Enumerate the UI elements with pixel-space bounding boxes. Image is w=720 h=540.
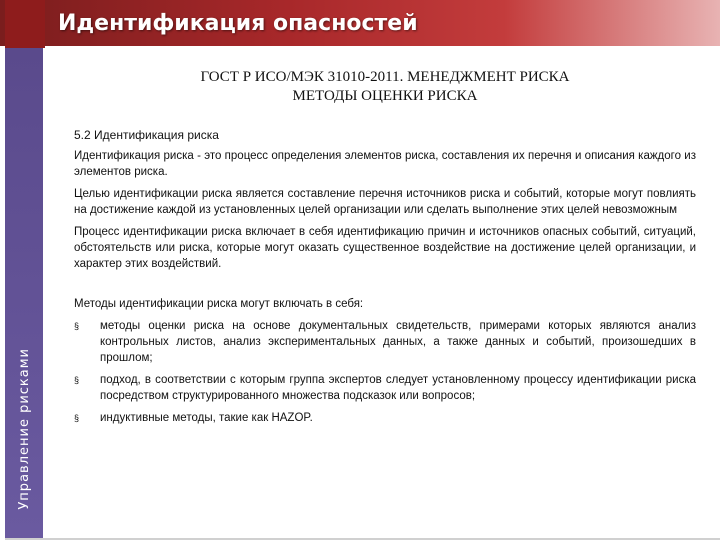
page-title: Идентификация опасностей (58, 10, 418, 36)
bullet-icon: § (74, 413, 80, 423)
header-corner-block (5, 0, 45, 48)
heading-line-2: МЕТОДЫ ОЦЕНКИ РИСКА (292, 88, 478, 104)
spacer (74, 272, 696, 290)
heading-line-1: ГОСТ Р ИСО/МЭК 31010-2011. МЕНЕДЖМЕНТ РИСКА (200, 69, 570, 85)
bullet-icon: § (74, 321, 80, 331)
list-item-text: подход, в соответствии с которым группа экспертов следует установленному процессу идентификации риска посредством структурированного множества подсказок или вопросов; (100, 374, 696, 402)
paragraph-3: Процесс идентификации риска включает в себя идентификацию причин и источников опасных событий, ситуаций, обстоятельств или риска, которые могут оказать существенное воздействие на достижение целей организации, и характер этих воздействий. (74, 226, 696, 270)
sidebar (5, 46, 43, 540)
paragraph-2: Целью идентификации риска является составление перечня источников риска и событий, которые могут повлиять на достижение каждой из установленных целей организации или сделать выполнение этих целей невозможным (74, 188, 696, 216)
document-content (74, 60, 696, 426)
list-item (74, 372, 696, 404)
list-item-text: методы оценки риска на основе документальных свидетельств, примерами которых являются анализ контрольных листов, анализ экспериментальных данных, а также данных и событий, произошедших в прошлом; (100, 320, 696, 364)
header-bar (48, 0, 720, 46)
sidebar-label: Управление рисками (16, 348, 32, 510)
methods-list (74, 318, 696, 426)
paragraph-1: Идентификация риска - это процесс определения элементов риска, составления их перечня и описания каждого из элементов риска. (74, 150, 696, 178)
list-item-text: индуктивные методы, такие как HAZOP. (100, 412, 313, 424)
list-item (74, 318, 696, 366)
bullet-icon: § (74, 375, 80, 385)
methods-intro: Методы идентификации риска могут включать в себя: (74, 298, 364, 310)
list-item (74, 410, 696, 426)
section-title: 5.2 Идентификация риска (74, 128, 219, 142)
document-heading (74, 68, 696, 106)
